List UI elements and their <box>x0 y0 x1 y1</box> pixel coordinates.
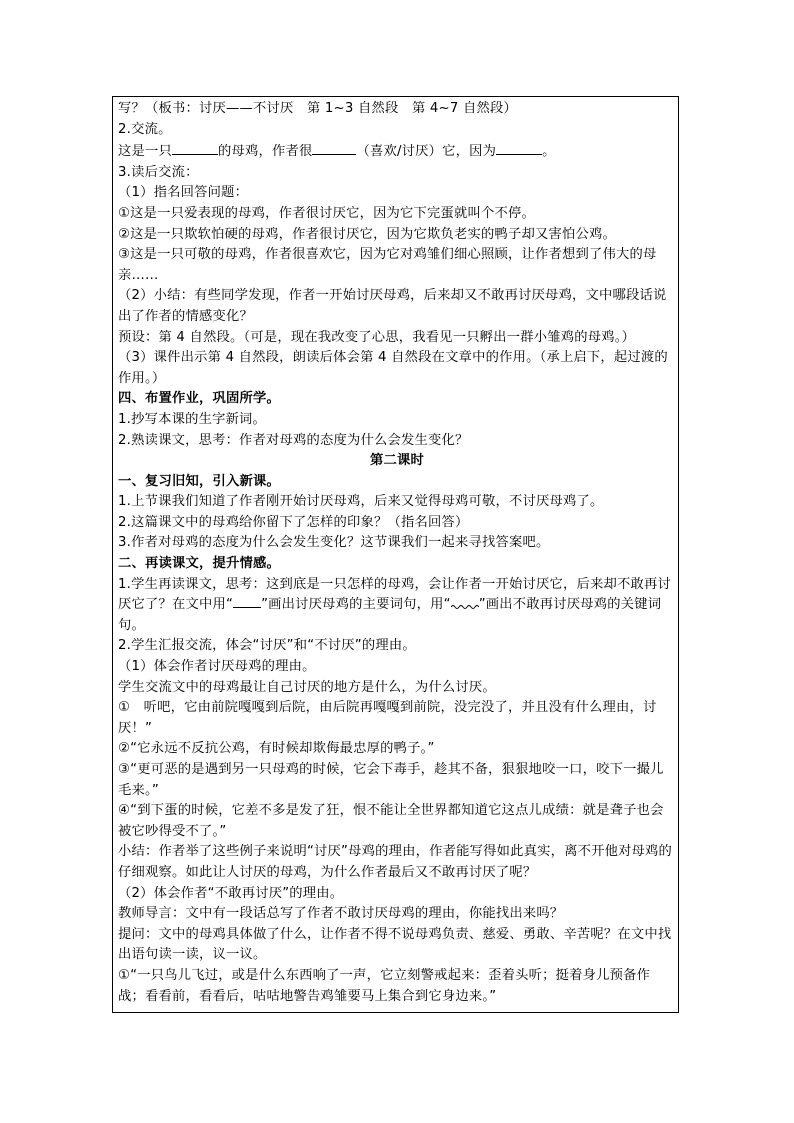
marking-instruction <box>118 575 676 637</box>
text-segment: （喜欢/讨厌）它，因为 <box>356 144 497 160</box>
text-line: 写？（板书：讨厌——不讨厌 第 1~3 自然段 第 4~7 自然段） <box>118 101 517 116</box>
text-line: ①这是一只爱表现的母鸡，作者很讨厌它，因为它下完蛋就叫个不停。 <box>118 205 536 221</box>
straight-underline-icon <box>233 595 261 608</box>
text-segment: 的母鸡，作者很 <box>218 144 313 160</box>
text-line: （2）小结：有些同学发现，作者一开始讨厌母鸡，后来却又不敢再讨厌母鸡，文中哪段话说出了作者的情感变化？ <box>118 288 667 324</box>
text-line: 2.这篇课文中的母鸡给你留下了怎样的印象？（指名回答） <box>118 514 469 530</box>
text-line: 学生交流文中的母鸡最让自己讨厌的地方是什么，为什么讨厌。 <box>118 679 496 695</box>
text-line: ③这是一只可敬的母鸡，作者很喜欢它，因为它对鸡雏们细心照顾，让作者想到了伟大的母亲…… <box>118 247 657 283</box>
text-segment: 。 <box>542 144 556 160</box>
text-line: 提问：文中的母鸡具体做了什么，让作者不得不说母鸡负责、慈爱、勇敢、辛苦呢？在文中找出语句读一读，议一议。 <box>118 926 672 963</box>
fill-blank <box>312 140 356 155</box>
text-line: 3.读后交流： <box>118 164 199 180</box>
section-heading: 一、复习旧知，引入新课。 <box>118 473 280 489</box>
text-segment: ”画出讨厌母鸡的主要词句，用“ <box>261 597 451 613</box>
text-line: ②这是一只欺软怕硬的母鸡，作者很讨厌它，因为它欺负老实的鸭子却又害怕公鸡。 <box>118 226 617 242</box>
text-line: 2.交流。 <box>118 121 172 137</box>
text-line: 小结：作者举了这些例子来说明“讨厌”母鸡的理由，作者能写得如此真实，离不开他对母鸡的仔细观察。如此让人讨厌的母鸡，为什么作者最后又不敢再讨厌了呢？ <box>118 844 673 880</box>
text-line: （3）课件出示第 4 自然段，朗读后体会第 4 自然段在文章中的作用。（承上启下，起过渡的作用。） <box>118 350 668 386</box>
fill-in-line <box>118 140 676 163</box>
text-line: 1.上节课我们知道了作者刚开始讨厌母鸡，后来又觉得母鸡可敬，不讨厌母鸡了。 <box>118 494 604 510</box>
text-line: 预设：第 4 自然段。（可是，现在我改变了心思，我看见一只孵出一群小雏鸡的母鸡。） <box>118 329 636 345</box>
text-line: ③“更可恶的是遇到另一只母鸡的时候，它会下毒手，趁其不备，狠狠地咬一口，咬下一撮儿毛来。” <box>118 762 664 798</box>
lesson-plan-body <box>118 99 676 1007</box>
text-segment: 这是一只 <box>118 144 172 160</box>
fill-blank <box>496 140 542 155</box>
text-line: ①“一只鸟儿飞过，或是什么东西响了一声，它立刻警戒起来：歪着头听；挺着身儿预备作战；看看前，看看后，咕咕地警告鸡雏要马上集合到它身边来。” <box>118 967 651 1004</box>
fill-blank <box>172 140 218 155</box>
section-heading: 四、布置作业，巩固所学。 <box>118 391 280 407</box>
wavy-underline-icon <box>451 596 479 608</box>
text-line: ① 听吧，它由前院嘎嘎到后院，由后院再嘎嘎到前院，没完没了，并且没有什么理由，讨厌！” <box>118 700 657 736</box>
text-line: ④“到下蛋的时候，它差不多是发了狂，恨不能让全世界都知道它这点儿成绩：就是聋子也会被它吵得受不了。” <box>118 803 664 839</box>
text-line: ②“它永远不反抗公鸡，有时候却欺侮最忠厚的鸭子。” <box>118 741 435 757</box>
section-heading: 二、再读课文，提升情感。 <box>118 556 280 572</box>
text-line: 3.作者对母鸡的态度为什么会发生变化？这节课我们一起来寻找答案吧。 <box>118 535 550 551</box>
text-line: 教师导言：文中有一段话总写了作者不敢讨厌母鸡的理由，你能找出来吗？ <box>118 906 564 922</box>
text-line: 2.熟读课文，思考：作者对母鸡的态度为什么会发生变化？ <box>118 432 469 448</box>
text-segment: 1.学生再读课文，思考：这到底是一只怎样的母鸡，会让作者一开始讨厌它，后来却不敢再讨厌它了？在文中用“ <box>118 576 671 613</box>
text-line: 2.学生汇报交流，体会“讨厌”和“不讨厌”的理由。 <box>118 638 416 654</box>
text-line: 1.抄写本课的生字新词。 <box>118 411 267 427</box>
text-segment: ”画出不敢再讨厌母鸡的关键词句。 <box>118 597 662 633</box>
text-line: （1）指名回答问题： <box>118 185 249 201</box>
text-line: （1）体会作者讨厌母鸡的理由。 <box>118 659 316 675</box>
lesson-title: 第二课时 <box>370 453 424 469</box>
text-line: （2）体会作者“不敢再讨厌”的理由。 <box>118 885 344 901</box>
